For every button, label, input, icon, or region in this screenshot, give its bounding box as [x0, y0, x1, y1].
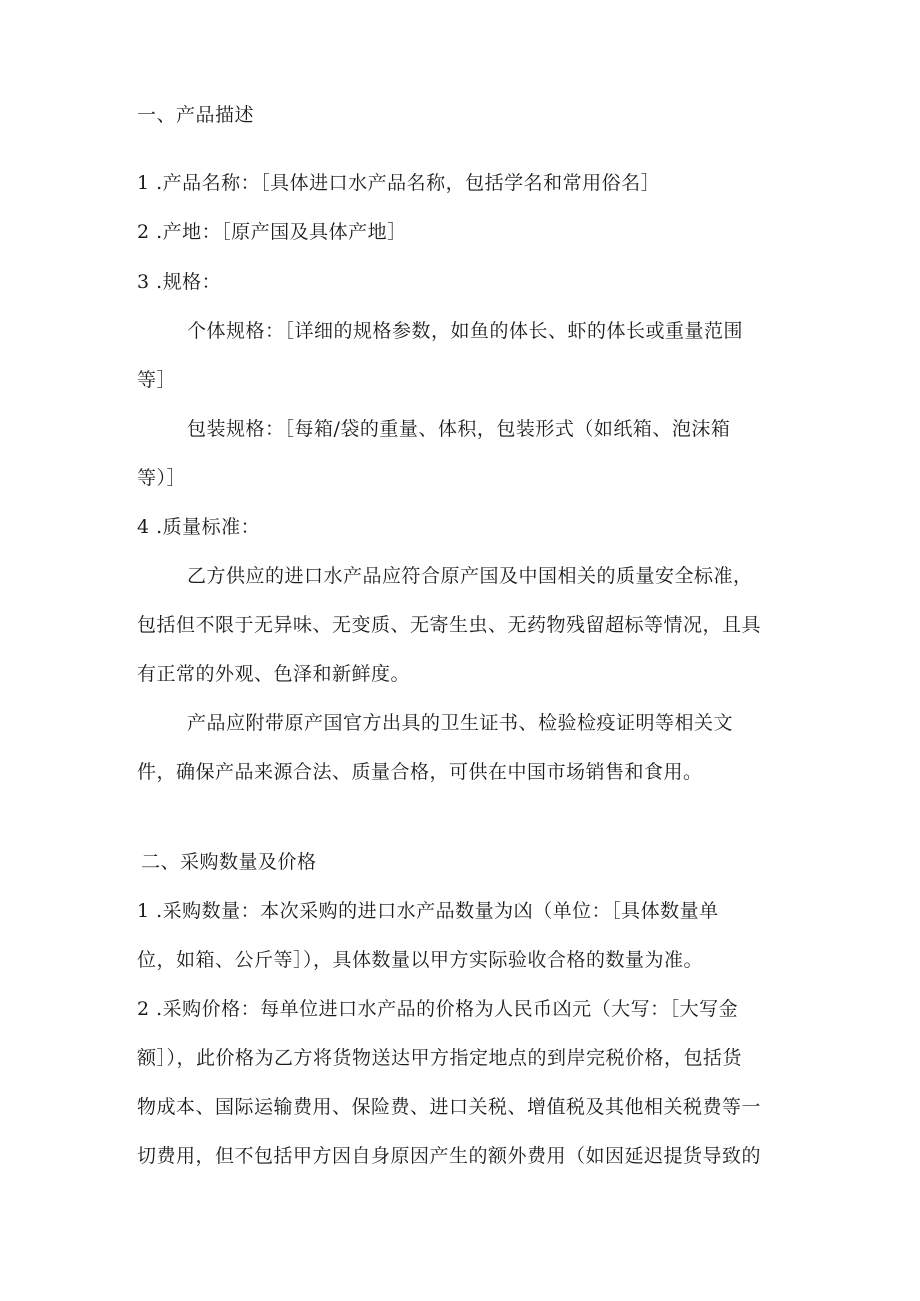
individual-spec-line: 等］ [137, 369, 177, 391]
section-heading: 二、采购数量及价格 [141, 851, 317, 873]
quantity-item-line: 1 .采购数量：本次采购的进口水产品数量为凶（单位：［具体数量单 [137, 900, 719, 922]
package-spec-line: 包装规格：［每箱/袋的重量、体积，包装形式（如纸箱、泡沫箱 [187, 418, 731, 440]
certificate-paragraph-line: 件，确保产品来源合法、质量合格，可供在中国市场销售和食用。 [137, 761, 703, 783]
spec-item: 3 .规格： [137, 271, 222, 293]
product-name-item: 1 .产品名称：［具体进口水产品名称，包括学名和常用俗名］ [137, 172, 661, 194]
origin-item: 2 .产地：［原产国及具体产地］ [137, 221, 407, 243]
price-item-line: 2 .采购价格：每单位进口水产品的价格为人民币凶元（大写：［大写金 [137, 998, 739, 1020]
package-spec-line: 等）］ [137, 467, 187, 489]
price-item-line: 额］），此价格为乙方将货物送达甲方指定地点的到岸完税价格，包括货 [137, 1047, 743, 1069]
quality-item: 4 .质量标准： [137, 516, 261, 538]
certificate-paragraph-line: 产品应附带原产国官方出具的卫生证书、检验检疫证明等相关文 [187, 712, 734, 734]
individual-spec-line: 个体规格：［详细的规格参数，如鱼的体长、虾的体长或重量范围 [187, 320, 744, 342]
price-item-line: 切费用，但不包括甲方因自身原因产生的额外费用（如因延迟提货导致的 [137, 1145, 762, 1167]
quality-paragraph-line: 有正常的外观、色泽和新鲜度。 [137, 663, 411, 685]
quality-paragraph-line: 包括但不限于无异味、无变质、无寄生虫、无药物残留超标等情况，且具 [137, 614, 762, 636]
section-heading: 一、产品描述 [137, 104, 255, 126]
quality-paragraph-line: 乙方供应的进口水产品应符合原产国及中国相关的质量安全标准， [187, 565, 753, 587]
price-item-line: 物成本、国际运输费用、保险费、进口关税、增值税及其他相关税费等一 [137, 1096, 762, 1118]
quantity-item-line: 位，如箱、公斤等］），具体数量以甲方实际验收合格的数量为准。 [137, 949, 704, 971]
